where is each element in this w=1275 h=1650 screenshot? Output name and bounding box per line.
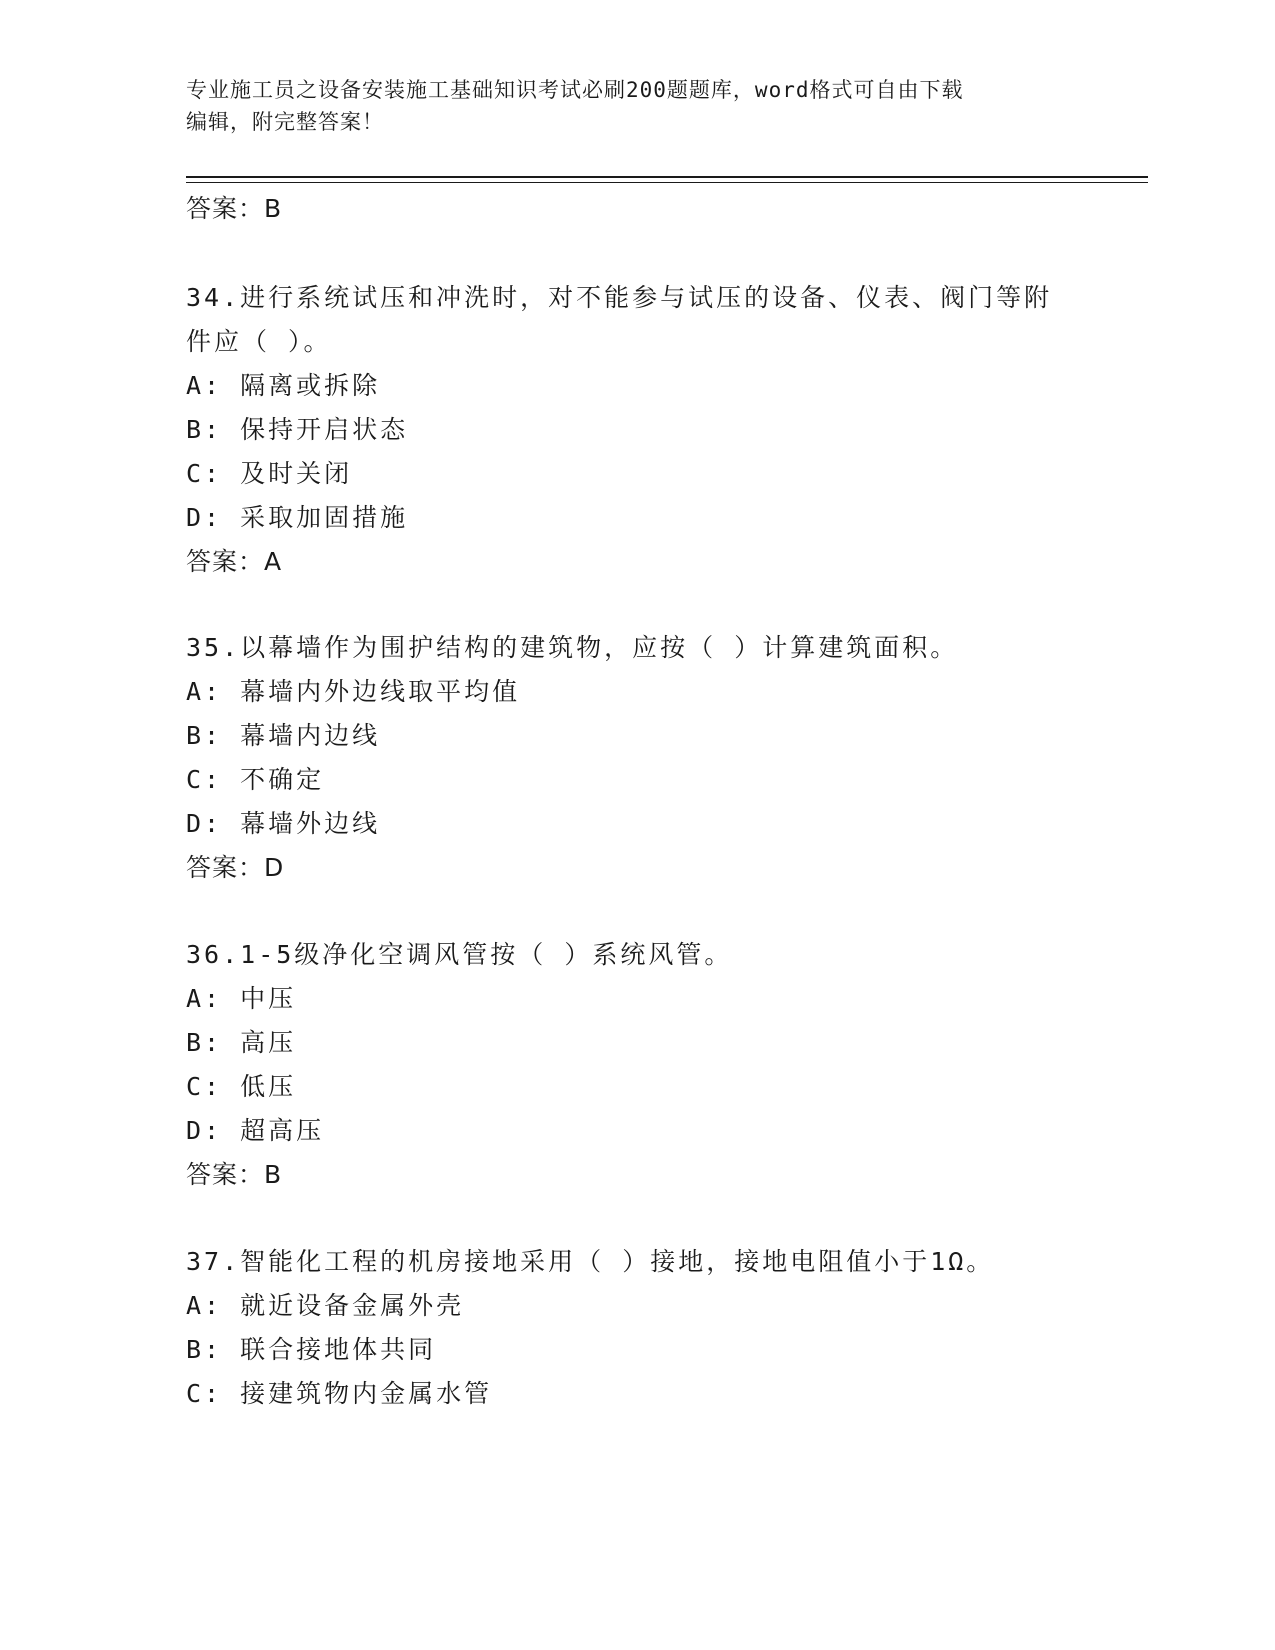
question-34-option-c: C: 及时关闭 — [186, 459, 353, 488]
header-divider — [186, 176, 1148, 178]
question-34-option-a: A: 隔离或拆除 — [186, 371, 381, 400]
question-36-option-c: C: 低压 — [186, 1072, 297, 1101]
question-35-stem: 35.以幕墙作为围护结构的建筑物，应按（ ）计算建筑面积。 — [186, 633, 959, 662]
question-36-option-a: A: 中压 — [186, 984, 297, 1013]
answer-34: 答案：A — [186, 547, 283, 576]
question-35-option-c: C: 不确定 — [186, 765, 325, 794]
header-divider-thin — [186, 182, 1148, 183]
question-36-option-b: B: 高压 — [186, 1028, 297, 1057]
answer-33: 答案：B — [186, 194, 283, 223]
question-37-stem: 37.智能化工程的机房接地采用（ ）接地，接地电阻值小于1Ω。 — [186, 1247, 995, 1276]
question-35-option-b: B: 幕墙内边线 — [186, 721, 381, 750]
question-37-option-c: C: 接建筑物内金属水管 — [186, 1379, 493, 1408]
question-34-stem-line-1: 34.进行系统试压和冲洗时，对不能参与试压的设备、仪表、阀门等附 — [186, 283, 1053, 312]
question-36-option-d: D: 超高压 — [186, 1116, 325, 1145]
document-header — [186, 74, 1086, 138]
question-35-option-d: D: 幕墙外边线 — [186, 809, 381, 838]
question-34-option-b: B: 保持开启状态 — [186, 415, 409, 444]
question-34-option-d: D: 采取加固措施 — [186, 503, 409, 532]
header-title-line-1: 专业施工员之设备安装施工基础知识考试必刷200题题库，word格式可自由下载 — [186, 78, 964, 102]
header-title-line-2: 编辑，附完整答案！ — [186, 110, 384, 134]
question-37-option-b: B: 联合接地体共同 — [186, 1335, 437, 1364]
question-35-option-a: A: 幕墙内外边线取平均值 — [186, 677, 521, 706]
question-37-option-a: A: 就近设备金属外壳 — [186, 1291, 465, 1320]
answer-35: 答案：D — [186, 853, 285, 882]
question-34-stem-line-2: 件应（ ）。 — [186, 327, 332, 356]
answer-36: 答案：B — [186, 1160, 283, 1189]
question-36-stem: 36.1-5级净化空调风管按（ ）系统风管。 — [186, 940, 733, 969]
